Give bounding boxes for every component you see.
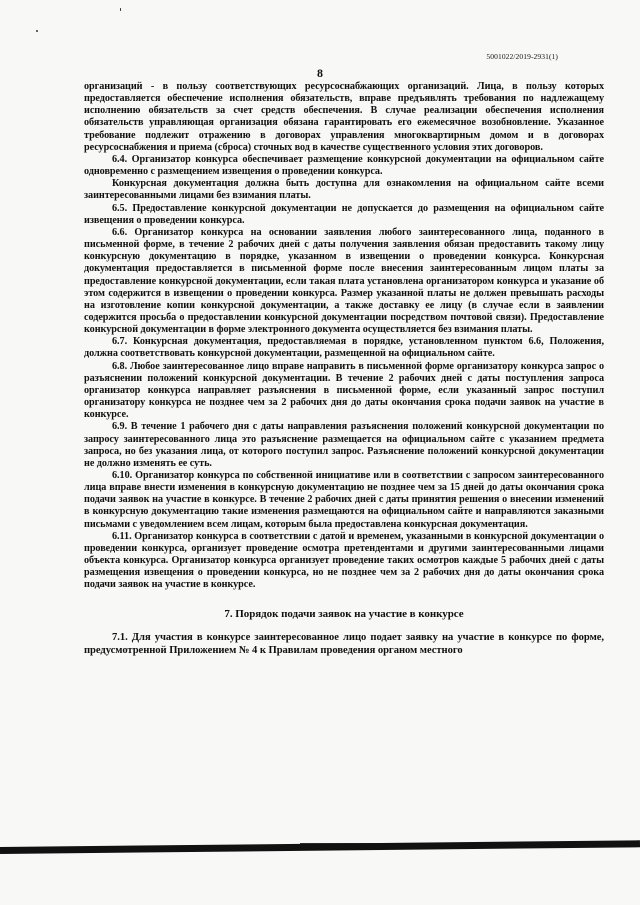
- paragraph: организаций - в пользу соответствующих ресурсоснабжающих организаций. Лица, в пользу которых предоставляется обеспечение исполнения обязательств, вправе предъявлять требования по надлежащему исполнению обязательств за счет средств обеспечения. В случае реализации обеспечения исполнения обязательств управляющая организация обязана гарантировать его ежемесячное возобновление. Указанное требование подлежит отражению в договорах управления многоквартирным домом и в договорах ресурсоснабжения и приема (сброса) сточных вод в качестве существенного условия этих договоров.: [84, 81, 604, 153]
- paragraph: 6.5. Предоставление конкурсной документации не допускается до размещения на официальном сайте извещения о проведении конкурса.: [84, 202, 604, 226]
- body-text: [84, 81, 604, 657]
- scan-speck: [120, 8, 121, 11]
- paragraph: 6.7. Конкурсная документация, предоставляемая в порядке, установленном пунктом 6.6, Положения, должна соответствовать конкурсной документации, размещенной на официальном сайте.: [84, 336, 604, 360]
- paragraph: 6.8. Любое заинтересованное лицо вправе направить в письменной форме организатору конкурса запрос о разъяснении положений конкурсной документации. В течение 2 рабочих дней с даты поступления запроса организатор конкурса направляет разъяснения в письменной форме, если указанный запрос поступил организатору конкурса не позднее чем за 2 рабочих дня до даты окончания срока подачи заявок на участие в конкурсе.: [84, 360, 604, 421]
- paragraph: Конкурсная документация должна быть доступна для ознакомления на официальном сайте всеми заинтересованными лицами без взимания платы.: [84, 178, 604, 202]
- paragraph: 6.10. Организатор конкурса по собственной инициативе или в соответствии с запросом заинтересованного лица вправе внести изменения в конкурсную документацию не позднее чем за 15 дней до даты окончания срока подачи заявок на участие в конкурсе. В течение 2 рабочих дней с даты принятия решения о внесении изменений в конкурсную документацию такие изменения размещаются на официальном сайте и направляются заказными письмами с уведомлением всем лицам, которым была предоставлена конкурсная документация.: [84, 470, 604, 530]
- paragraph: 6.11. Организатор конкурса в соответствии с датой и временем, указанными в конкурсной документации о проведении конкурса, организует проведение осмотра претендентами и другими заинтересованными лицами объекта конкурса. Организатор конкурса организует проведение таких осмотров каждые 5 рабочих дней с даты размещения извещения о проведении конкурса, но не позднее чем за 2 рабочих дня до даты окончания срока подачи заявок на участие в конкурсе.: [84, 530, 604, 591]
- document-id: 5001022/2019-2931(1): [486, 52, 558, 61]
- paragraph: 6.6. Организатор конкурса на основании заявления любого заинтересованного лица, поданного в письменной форме, в течение 2 рабочих дней с даты получения заявления обязан предоставить такому лицу конкурсную документацию в порядке, указанном в извещении о проведении конкурса. Конкурсная документация предоставляется в письменной форме после внесения заинтересованным лицом платы за предоставление конкурсной документации, если такая плата установлена организатором конкурса и указание об этом содержится в извещении о проведении конкурса. Размер указанной платы не должен превышать расходы на изготовление копии конкурсной документации, а также доставку ее лицу (в случае если в заявлении содержится просьба о предоставлении конкурсной документации посредством почтовой связи). Предоставление конкурсной документации в форме электронного документа осуществляется без взимания платы.: [84, 226, 604, 336]
- section-title: 7. Порядок подачи заявок на участие в конкурсе: [224, 607, 464, 620]
- page-number: 8: [317, 66, 323, 80]
- paragraph: 6.9. В течение 1 рабочего дня с даты направления разъяснения положений конкурсной документации по запросу заинтересованного лица это разъяснение размещается на официальном сайте с указанием предмета запроса, но без указания лица, от которого поступил запрос. Разъяснение положений конкурсной документации не должно изменять ее суть.: [84, 421, 604, 469]
- paragraph: 6.4. Организатор конкурса обеспечивает размещение конкурсной документации на официальном сайте одновременно с размещением извещения о проведении конкурса.: [84, 153, 604, 178]
- paragraph: 7.1. Для участия в конкурсе заинтересованное лицо подает заявку на участие в конкурсе по форме, предусмотренной Приложением № 4 к Правилам проведения органом местного: [84, 631, 604, 656]
- scan-speck: [36, 30, 38, 32]
